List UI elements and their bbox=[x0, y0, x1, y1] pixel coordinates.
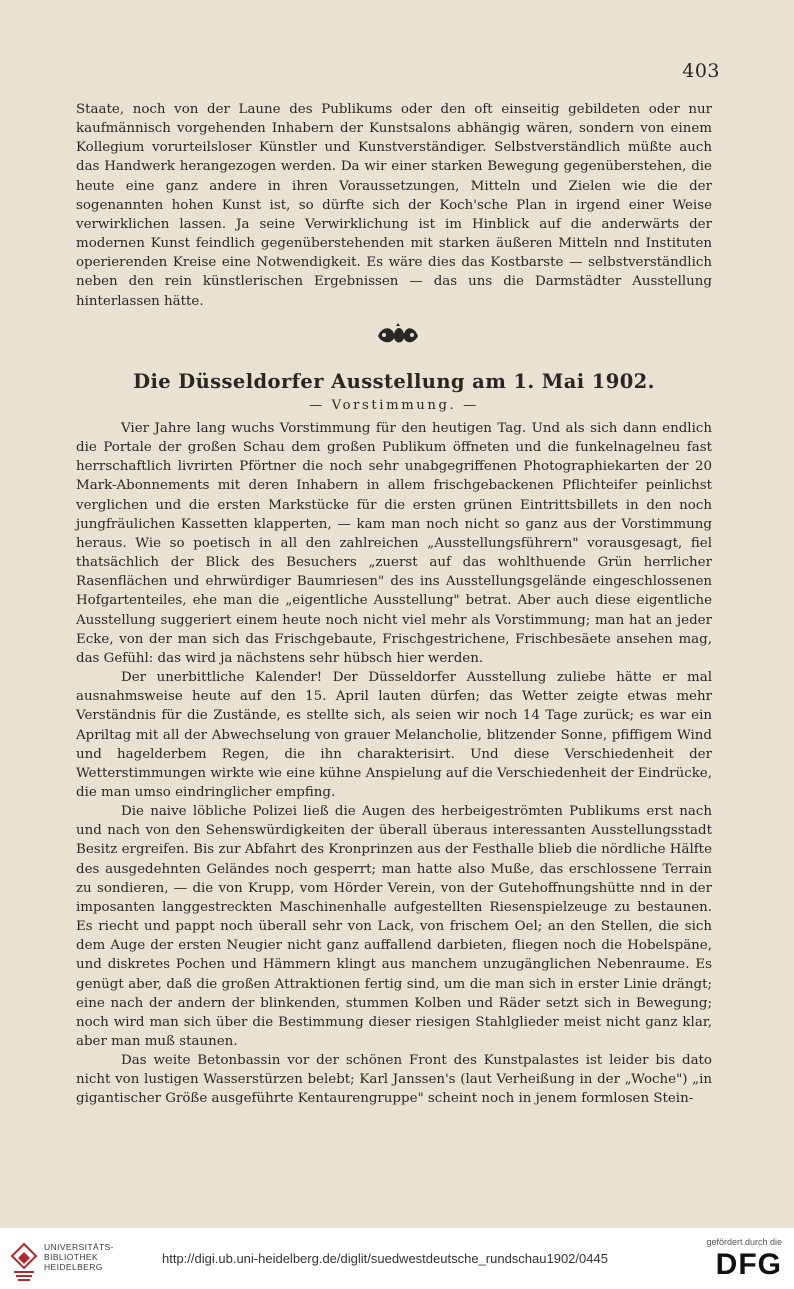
article-body bbox=[76, 419, 712, 1109]
paragraph: Das weite Betonbassin vor der schönen Front des Kunstpalastes ist leider bis dato nicht von lustigen Wasserstürzen belebt; Karl Janssen's (laut Verheißung in der „Woche") „in gigantischer Größe ausgeführte Kentaurengruppe" scheint noch in jenem formlosen Stein- bbox=[76, 1053, 712, 1107]
article-subtitle: — Vorstimmung. — bbox=[309, 398, 479, 413]
funding-caption: gefördert durch die bbox=[706, 1237, 782, 1247]
ornament-vignette-icon bbox=[374, 322, 422, 346]
paragraph: Der unerbittliche Kalender! Der Düsseldorfer Ausstellung zuliebe hätte er mal ausnahmsweise heute auf den 15. April lauten dürfen; das Wetter zeigte etwas mehr Verständnis für die Zustände, es stellte sich, als seien wir noch 14 Tage zurück; es war ein Apriltag mit all der Abwechselung von grauer Melancholie, blitzender Sonne, pfiffigem Wind und hagelderbem Regen, die ihn charakterisirt. Und diese Verschiedenheit der Wetterstimmungen wirkte wie eine kühne Anspielung auf die Verschiedenheit der Eindrücke, die man umso eindringlicher empfing. bbox=[76, 670, 712, 800]
intro-text bbox=[76, 100, 712, 311]
article-title: Die Düsseldorfer Ausstellung am 1. Mai 1902. bbox=[133, 370, 655, 393]
paragraph: Die naive löbliche Polizei ließ die Augen des herbeigeströmten Publikums erst nach und nach von den Sehenswürdigkeiten der überall überaus interessanten Ausstellungsstadt Besitz ergreifen. Bis zur Abfahrt des Kronprinzen aus der Festhalle blieb die nördliche Hälfte des ausgedehnten Geländes noch gesperrt; man hatte also Muße, das erschlossene Terrain zu sondieren, — die von Krupp, vom Hörder Verein, von der Gutehoffnungshütte nnd in der imposanten langgestreckten Maschinenhalle aufgestellten Riesenspielzeuge zu bestaunen. Es riecht und pappt noch überall sehr von Lack, von frischem Oel; an den Stellen, die sich dem Auge der ersten Neugier nicht ganz auffallend darbieten, fliegen noch die Hobelspäne, und diskretes Pochen und Hämmern klingt aus manchem unzugänglichen Nebenraume. Es genügt aber, daß die großen Attraktionen fertig sind, um die man sich in erster Linie drängt; eine nach der andern der blinkenden, stummen Kolben und Räder setzt sich in Bewegung; noch wird man sich über die Bestimmung dieser riesigen Stahlglieder meist nicht ganz klar, aber man muß staunen. bbox=[76, 804, 712, 1049]
dfg-logo: DFG bbox=[715, 1248, 782, 1281]
paragraph: Staate, noch von der Laune des Publikums oder den oft einseitig gebildeten oder nur kaufmännisch vorgehenden Inhabern der Kunstsalons abhängig wären, sondern von einem Kollegium vorurteilsloser Künstler und Kunstverständiger. Selbstverständlich müßte auch das Handwerk herangezogen werden. Da wir einer starken Bewegung gegenüberstehen, die heute eine ganz andere in ihren Voraussetzungen, Mitteln und Zielen wie die der sogenannten hohen Kunst ist, so dürfte sich der Koch'sche Plan in irgend einer Weise verwirklichen lassen. Ja seine Verwirklichung ist im Hinblick auf die anderwärts der modernen Kunst feindlich gegenüberstehenden mit starken äußeren Mitteln nnd Instituten operierenden Kreise eine Notwendigkeit. Es wäre dies das Kostbarste — selbstverständlich neben den rein künstlerischen Ergebnissen — das uns die Darmstädter Ausstellung hinterlassen hätte. bbox=[76, 102, 712, 309]
university-library-logo-icon bbox=[10, 1242, 38, 1282]
library-name: UNIVERSITÄTS- BIBLIOTHEK HEIDELBERG bbox=[44, 1242, 114, 1272]
footer-bar bbox=[0, 1228, 794, 1289]
paragraph: Vier Jahre lang wuchs Vorstimmung für den heutigen Tag. Und als sich dann endlich die Portale der großen Schau dem großen Publikum öffneten und die funkelnagelneu fast herrschaftlich livrirten Pförtner die noch sehr unabgegriffenen Photographiekarten der 20 Mark-Abonnements mit deren Inhabern in allem frischgebackenen Pflichteifer peinlichst verglichen und die ersten Markstücke für die ersten grünen Eintrittsbillets in den noch jungfräulichen Kassetten klapperten, — kam man noch nicht so ganz aus der Vorstimmung heraus. Wie so poetisch in all den zahlreichen „Ausstellungsführern" vorausgesagt, fiel thatsächlich der Blick des Besuchers „zuerst auf das wohlthuende Grün herrlicher Rasenflächen und ehrwürdiger Baumriesen" des ins Ausstellungsgelände eingeschlossenen Hofgartenteiles, ehe man die „eigentliche Ausstellung" betrat. Aber auch diese eigentliche Ausstellung suggeriert einem heute noch nicht viel mehr als Vorstimmung; man hat an jeder Ecke, von der man sich das Frischgebaute, Frischgestrichene, Frischbesäete ansehen mag, das Gefühl: das wird ja nächstens sehr hübsch hier werden. bbox=[76, 421, 712, 666]
source-url-link[interactable]: http://digi.ub.uni-heidelberg.de/diglit/suedwestdeutsche_rundschau1902/0445 bbox=[162, 1251, 608, 1266]
page-number: 403 bbox=[682, 60, 720, 82]
